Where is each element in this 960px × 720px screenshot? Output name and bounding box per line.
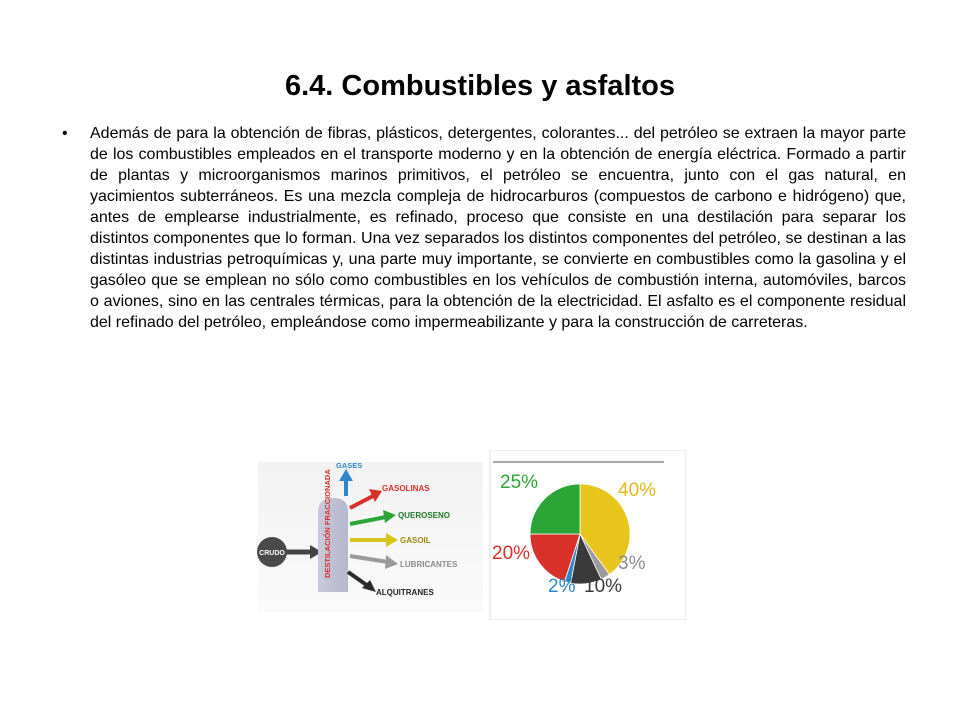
label-2: 2% <box>548 576 576 597</box>
gasolinas-label: GASOLINAS <box>382 484 430 493</box>
gasoil-label: GASOIL <box>400 536 431 545</box>
bullet-item <box>62 123 906 333</box>
refining-illustration <box>248 450 686 620</box>
gases-label: GASES <box>336 461 363 470</box>
queroseno-label: QUEROSENO <box>398 511 451 520</box>
label-20: 20% <box>492 543 531 564</box>
label-25: 25% <box>500 472 539 493</box>
body-paragraph: Además de para la obtención de fibras, plásticos, detergentes, colorantes... del petróleo se extraen la mayor parte de los combustibles empleados en el transporte moderno y en la obtención de energía eléctrica. Formado a partir de plantas y microorganismos marinos primitivos, el petróleo se encuentra, junto con el gas natural, en yacimientos subterráneos. Es una mezcla compleja de hidrocarburos (compuestos de carbono e hidrógeno) que, antes de emplearse industrialmente, es refinado, proceso que consiste en una destilación para separar los distintos componentes que lo forman. Una vez separados los distintos componentes del petróleo, se destinan a las distintas industrias petroquímicas y, una parte muy importante, se convierte en combustibles como la gasolina y el gasóleo que se emplean no sólo como combustibles en los vehículos de combustión interna, automóviles, barcos o aviones, sino en las centrales térmicas, para la obtención de la electricidad. El asfalto es el componente residual del refinado del petróleo, empleándose como impermeabilizante y para la construcción de carreteras. <box>90 125 906 331</box>
column-label: DESTILACIÓN FRACCIONADA <box>323 469 332 578</box>
crudo-label: CRUDO <box>259 550 285 557</box>
pie-panel <box>490 450 686 620</box>
lubricantes-label: LUBRICANTES <box>400 560 458 569</box>
refining-figure <box>248 450 686 620</box>
label-10: 10% <box>584 576 623 597</box>
label-3: 3% <box>618 553 646 574</box>
alquitranes-label: ALQUITRANES <box>376 588 434 597</box>
bullet-marker: • <box>62 125 68 142</box>
slide-title: 6.4. Combustibles y asfaltos <box>284 70 675 102</box>
pie-chart <box>530 484 630 584</box>
distillation-diagram <box>257 461 483 612</box>
label-40: 40% <box>618 480 657 501</box>
